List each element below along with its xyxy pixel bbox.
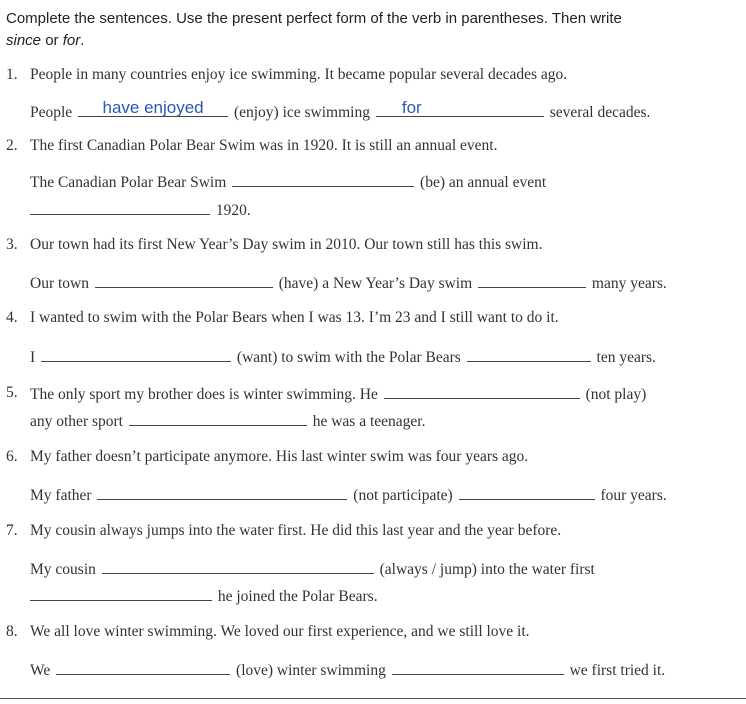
question-text — [30, 384, 646, 404]
instructions-text: Complete the sentences. Use the present perfect form of the verb in parentheses. Then write — [6, 10, 622, 27]
question-text: I wanted to swim with the Polar Bears when I was 13. I’m 23 and I still want to do it. — [30, 309, 559, 326]
answer-blank[interactable] — [392, 660, 564, 675]
instructions-period: . — [80, 32, 85, 49]
answer-text: any other sport — [30, 413, 123, 430]
item-number: 1. — [6, 66, 18, 83]
instructions-or: or — [41, 32, 63, 49]
answer-text: ten years. — [596, 349, 656, 366]
answer-text: My father — [30, 487, 92, 504]
answer-text: he joined the Polar Bears. — [217, 588, 378, 605]
answer-line — [30, 411, 425, 431]
answer-blank[interactable] — [376, 98, 544, 117]
handwritten-answer: have enjoyed — [102, 98, 204, 117]
answer-text: People — [30, 104, 73, 121]
answer-blank[interactable] — [102, 559, 374, 574]
item-number: 5. — [6, 384, 18, 401]
answer-text: (be) an annual event — [420, 174, 547, 191]
item-number: 3. — [6, 236, 18, 253]
answer-text: (enjoy) ice swimming — [233, 104, 370, 121]
answer-blank[interactable] — [56, 660, 230, 675]
answer-blank[interactable] — [30, 200, 210, 215]
question-text: Our town had its first New Year’s Day swim in 2010. Our town still has this swim. — [30, 236, 543, 253]
answer-line — [30, 200, 251, 220]
answer-text: many years. — [591, 275, 667, 292]
answer-blank[interactable] — [459, 485, 595, 500]
answer-blank[interactable] — [95, 273, 273, 288]
answer-line — [30, 485, 667, 505]
question-text: We all love winter swimming. We loved our first experience, and we still love it. — [30, 623, 530, 640]
instructions-for: for — [62, 32, 81, 49]
question-text: People in many countries enjoy ice swimming. It became popular several decades ago. — [30, 66, 568, 83]
answer-line — [30, 347, 656, 367]
question-text: The first Canadian Polar Bear Swim was in 1920. It is still an annual event. — [30, 137, 498, 154]
answer-blank[interactable] — [30, 586, 212, 601]
answer-line — [30, 98, 651, 122]
answer-blank[interactable] — [41, 347, 231, 362]
answer-text: I — [30, 349, 36, 366]
answer-text: several decades. — [549, 104, 651, 121]
answer-line — [30, 559, 595, 579]
answer-blank[interactable] — [129, 411, 307, 426]
answer-text: (always / jump) into the water first — [379, 561, 595, 578]
answer-blank[interactable] — [384, 384, 580, 399]
answer-blank[interactable] — [97, 485, 347, 500]
handwritten-answer: for — [401, 98, 422, 117]
question-text: My cousin always jumps into the water first. He did this last year and the year before. — [30, 522, 562, 539]
question-text-end: (not play) — [585, 386, 647, 403]
item-number: 4. — [6, 309, 18, 326]
instructions — [6, 8, 726, 52]
answer-text: My cousin — [30, 561, 96, 578]
answer-blank[interactable] — [232, 172, 414, 187]
item-number: 6. — [6, 448, 18, 465]
instructions-since: since — [6, 32, 42, 49]
bottom-divider — [0, 698, 746, 699]
item-number: 7. — [6, 522, 18, 539]
answer-line — [30, 586, 378, 606]
item-number: 2. — [6, 137, 18, 154]
answer-blank[interactable] — [78, 98, 228, 117]
answer-text: (have) a New Year’s Day swim — [278, 275, 473, 292]
answer-blank[interactable] — [467, 347, 591, 362]
answer-text: We — [30, 662, 51, 679]
answer-text: (not participate) — [353, 487, 453, 504]
answer-text: 1920. — [215, 202, 251, 219]
answer-text: The Canadian Polar Bear Swim — [30, 174, 227, 191]
question-text: My father doesn’t participate anymore. His last winter swim was four years ago. — [30, 448, 529, 465]
answer-text: Our town — [30, 275, 89, 292]
answer-text: four years. — [600, 487, 667, 504]
answer-blank[interactable] — [478, 273, 586, 288]
question-text-part: The only sport my brother does is winter swimming. He — [30, 386, 378, 403]
answer-text: he was a teenager. — [312, 413, 426, 430]
answer-line — [30, 273, 667, 293]
answer-text: (love) winter swimming — [236, 662, 386, 679]
answer-text: (want) to swim with the Polar Bears — [236, 349, 461, 366]
answer-text: we first tried it. — [569, 662, 666, 679]
item-number: 8. — [6, 623, 18, 640]
answer-line — [30, 660, 665, 680]
answer-line — [30, 172, 546, 192]
